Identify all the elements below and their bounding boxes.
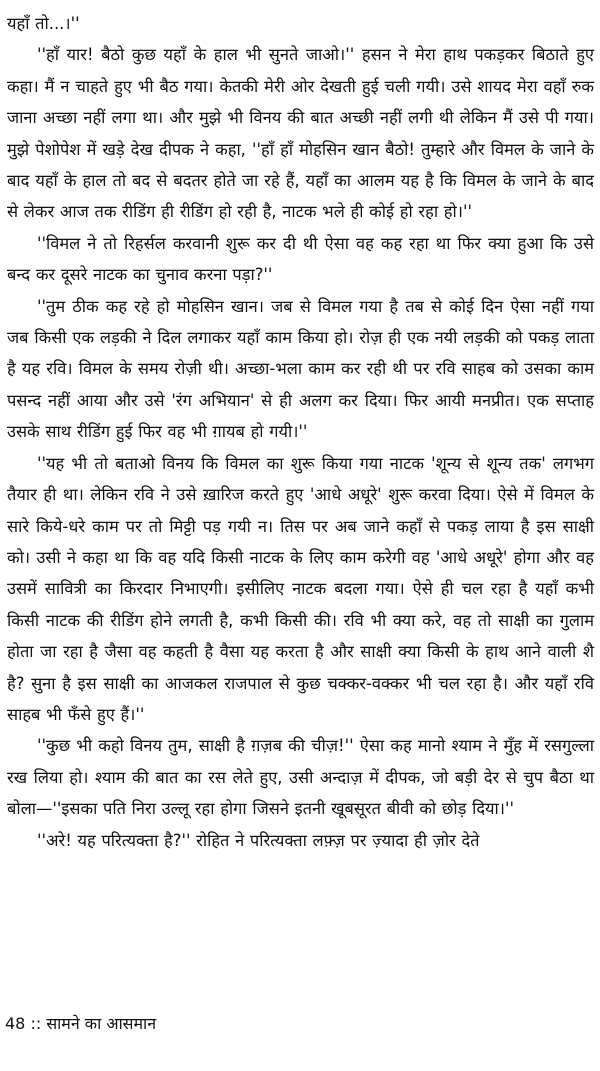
paragraph-rehearsal-question: ''विमल ने तो रिहर्सल करवानी शुरू कर दी थी ऐसा वह कह रहा था फिर क्या हुआ कि उसे बन्द कर दूसरे नाटक का चुनाव करना पड़ा?'': [7, 233, 594, 285]
paragraph-continuation: यहाँ तो...।'': [7, 14, 80, 33]
page-footer: 48 :: सामने का आसमान: [5, 1014, 157, 1033]
body-text: [7, 8, 594, 856]
paragraph-rohit: ''अरे! यह परित्यक्ता है?'' रोहित ने परित्यक्ता लफ़्ज़ पर ज़्यादा ही ज़ोर देते: [37, 830, 480, 850]
paragraph-shyam-deepak: ''कुछ भी कहो विनय तुम, साक्षी है ग़ज़ब की चीज़!'' ऐसा कह मानो श्याम ने मुँह में रसगुल्ला रख लिया हो। श्याम की बात का रस लेते हुए, उसी अन्दाज़ में दीपक, जो बड़ी देर से चुप बैठा था बोला—''इसका पति निरा उल्लू रहा होगा जिसने इतनी खूबसूरत बीवी को छोड़ दिया।'': [7, 736, 594, 819]
paragraph-hasan-dialogue: ''हाँ यार! बैठो कुछ यहाँ के हाल भी सुनते जाओ।'' हसन ने मेरा हाथ पकड़कर बिठाते हुए कहा। मैं न चाहते हुए भी बैठ गया। केतकी मेरी ओर देखती हुई चली गयी। उसे शायद मेरा वहाँ रुक जाना अच्छा नहीं लगा था। और मुझे भी विनय की बात अच्छी नहीं लगी थी लेकिन मैं उसे पी गया। मुझे पेशोपेश में खड़े देख दीपक ने कहा, ''हाँ हाँ मोहसिन खान बैठो! तुम्हारे और विमल के जाने के बाद यहाँ के हाल तो बद से बदतर होते जा रहे हैं, यहाँ का आलम यह है कि विमल के जाने के बाद से लेकर आज तक रीडिंग ही रीडिंग हो रही है, नाटक भले ही कोई हो रहा हो।'': [7, 45, 594, 222]
paragraph-mohsin-reply: ''तुम ठीक कह रहे हो मोहसिन खान। जब से विमल गया है तब से कोई दिन ऐसा नहीं गया जब किसी एक लड़की ने दिल लगाकर यहाँ काम किया हो। रोज़ ही एक नयी लड़की को पकड़ लाता है यह रवि। विमल के समय रोज़ी थी। अच्छा-भला काम कर रही थी पर रवि साहब को उसका काम पसन्द नहीं आया और उसे 'रंग अभियान' से ही अलग कर दिया। फिर आयी मनप्रीत। एक सप्ताह उसके साथ रीडिंग हुई फिर वह भी ग़ायब हो गयी।'': [7, 296, 594, 442]
paragraph-vinay-sakshi: ''यह भी तो बताओ विनय कि विमल का शुरू किया गया नाटक 'शून्य से शून्य तक' लगभग तैयार ही था। लेकिन रवि ने उसे ख़ारिज करते हुए 'आधे अधूरे' शुरू करवा दिया। ऐसे में विमल के सारे किये-धरे काम पर तो मिट्टी पड़ गयी न। तिस पर अब जाने कहाँ से पकड़ लाया है इस साक्षी को। उसी ने कहा था कि वह यदि किसी नाटक के लिए काम करेगी वह 'आधे अधूरे' होगा और वह उसमें सावित्री का किरदार निभाएगी। इसीलिए नाटक बदला गया। ऐसे ही चल रहा है यहाँ कभी किसी नाटक की रीडिंग होने लगती है, कभी किसी की। रवि भी क्या करे, वह तो साक्षी का गुलाम होता जा रहा है जैसा वह कहती है वैसा यह करता है और साक्षी क्या किसी के हाथ आने वाली शै है? सुना है इस साक्षी का आजकल राजपाल से कुछ चक्कर-वक्कर भी चल रहा है। और यहाँ रवि साहब भी फँसे हुए हैं।'': [7, 453, 594, 724]
